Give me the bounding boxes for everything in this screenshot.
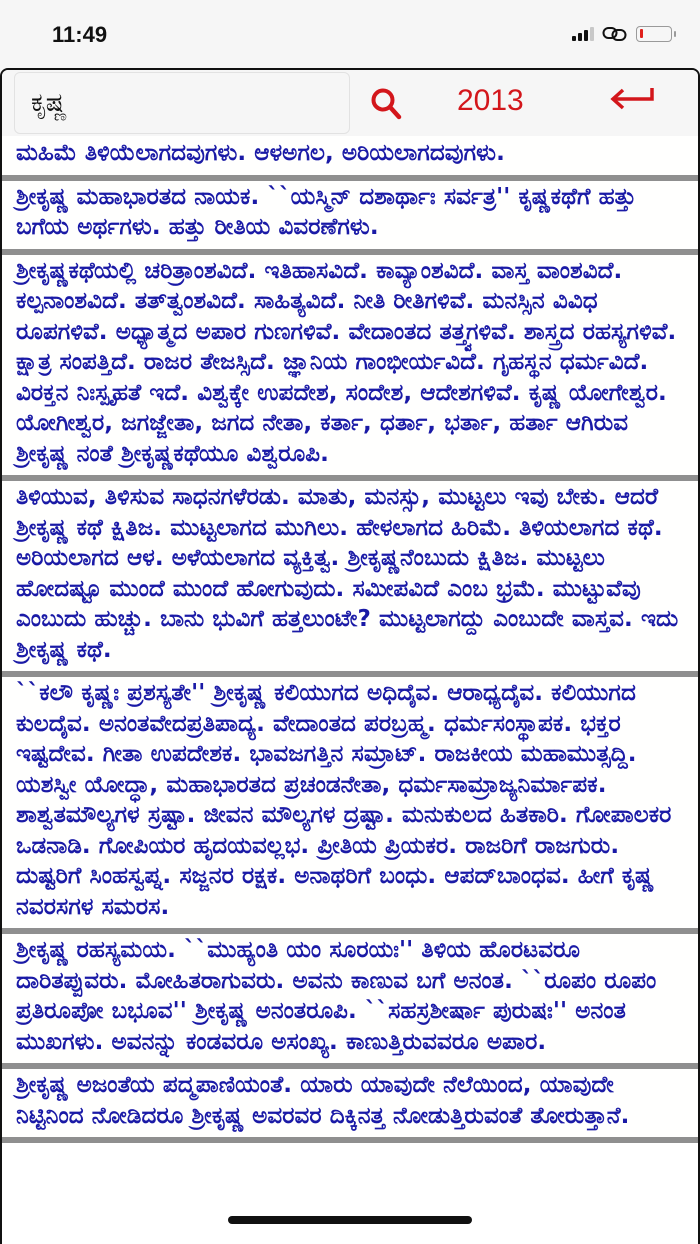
status-time: 11:49 [52,22,108,47]
entry-text: ``ಕಲೌ ಕೃಷ್ಣಃ ಪ್ರಶಸ್ಯತೇ'' ಶ್ರೀಕೃಷ್ಣ ಕಲಿಯುಗದ ಅಧಿದೈವ. ಆರಾಧ್ಯದೈವ. ಕಲಿಯುಗದ ಕುಲದೈವ. ಅನಂತವೇದಪ್ರತಿಪಾದ್ಯ. ವೇದಾಂತದ ಪರಬ್ರಹ್ಮ. ಧರ್ಮಸಂಸ್ಥಾಪಕ. ಭಕ್ತರ ಇಷ್ಟದೇವ. ಗೀತಾ ಉಪದೇಶಕ. ಭಾವಜಗತ್ತಿನ ಸಮ್ರಾಟ್. ರಾಜಕೀಯ ಮಹಾಮುತ್ಸದ್ದಿ. ಯಶಸ್ವೀ ಯೋದ್ಧಾ, ಮಹಾಭಾರತದ ಪ್ರಚಂಡನೇತಾ, ಧರ್ಮಸಾಮ್ರಾಜ್ಯನಿರ್ಮಾಪಕ. ಶಾಶ್ವತಮೌಲ್ಯಗಳ ಸ್ರಷ್ಟಾ. ಜೀವನ ಮೌಲ್ಯಗಳ ದ್ರಷ್ಟಾ. ಮನುಕುಲದ ಹಿತಕಾರಿ. ಗೋಪಾಲಕರ ಒಡನಾಡಿ. ಗೋಪಿಯರ ಹೃದಯವಲ್ಲಭ. ಪ್ರೀತಿಯ ಪ್ರಿಯಕರ. ರಾಜರಿಗೆ ರಾಜಗುರು. ದುಷ್ಟರಿಗೆ ಸಿಂಹಸ್ವಪ್ನ. ಸಜ್ಜನರ ರಕ್ಷಕ. ಅನಾಥರಿಗೆ ಬಂಧು. ಆಪದ್‌ಬಾಂಧವ. ಹೀಗೆ ಕೃಷ್ಣ ನವರಸಗಳ ಸಮರಸ. [16,680,672,920]
status-icons [572,26,672,42]
home-indicator[interactable] [228,1216,472,1224]
entry-text: ಶ್ರೀಕೃಷ್ಣ ಮಹಾಭಾರತದ ನಾಯಕ. ``ಯಸ್ಮಿನ್ ದಶಾರ್ಥಾಃ ಸರ್ವತ್ರ'' ಕೃಷ್ಣಕಥೆಗೆ ಹತ್ತು ಬಗೆಯ ಅರ್ಥಗಳು. ಹತ್ತು ರೀತಿಯ ವಿವರಣೆಗಳು. [16,183,637,240]
search-icon[interactable] [368,86,408,122]
entry-text: ಮಹಿಮೆ ತಿಳಿಯೆಲಾಗದವುಗಳು. ಆಳಅಗಲ, ಅರಿಯಲಾಗದವುಗಳು. [16,140,505,166]
status-bar [0,0,700,68]
result-entry[interactable] [2,181,698,255]
result-entry[interactable] [2,481,698,677]
entry-text: ಶ್ರೀಕೃಷ್ಣಕಥೆಯಲ್ಲಿ ಚರಿತ್ರಾಂಶವಿದೆ. ಇತಿಹಾಸವಿದೆ. ಕಾವ್ಯಾಂಶವಿದೆ. ವಾಸ್ತ ವಾಂಶವಿದೆ. ಕಲ್ಪನಾಂಶವಿದೆ. ತತ್‌ತ್ವಂಶವಿದೆ. ಸಾಹಿತ್ಯವಿದೆ. ನೀತಿ ರೀತಿಗಳಿವೆ. ಮನಸ್ಸಿನ ವಿವಿಧ ರೂಪಗಳಿವೆ. ಅಧ್ಯಾತ್ಮದ ಅಪಾರ ಗುಣಗಳಿವೆ. ವೇದಾಂತದ ತತ್ತ್ವಗಳಿವೆ. ಶಾಸ್ತ್ರದ ರಹಸ್ಯಗಳಿವೆ. ಕ್ಷಾತ್ರ ಸಂಪತ್ತಿದೆ. ರಾಜರ ತೇಜಸ್ಸಿದೆ. ಜ್ಞಾನಿಯ ಗಾಂಭೀರ್ಯವಿದೆ. ಗೃಹಸ್ಥನ ಧರ್ಮವಿದೆ. ವಿರಕ್ತನ ನಿಃಸ್ಪೃಹತೆ ಇದೆ. ವಿಶ್ವಕ್ಕೇ ಉಪದೇಶ, ಸಂದೇಶ, ಆದೇಶಗಳಿವೆ. ಕೃಷ್ಣ ಯೋಗೇಶ್ವರ. ಯೋಗೀಶ್ವರ, ಜಗಜ್ಜೇತಾ, ಜಗದ ನೇತಾ, ಕರ್ತಾ, ಧರ್ತಾ, ಭರ್ತಾ, ಹರ್ತಾ ಆಗಿರುವ ಶ್ರೀಕೃಷ್ಣ ನಂತೆ ಶ್ರೀಕೃಷ್ಣಕಥೆಯೂ ವಿಶ್ವರೂಪಿ. [16,257,677,467]
signal-icon [572,27,594,41]
entry-text: ತಿಳಿಯುವ, ತಿಳಿಸುವ ಸಾಧನಗಳೆರಡು. ಮಾತು, ಮನಸ್ಸು, ಮುಟ್ಟಲು ಇವು ಬೇಕು. ಆದರೆ ಶ್ರೀಕೃಷ್ಣ ಕಥೆ ಕ್ಷಿತಿಜ. ಮುಟ್ಟಲಾಗದ ಮುಗಿಲು. ಹೇಳಲಾಗದ ಹಿರಿಮೆ. ತಿಳಿಯಲಾಗದ ಕಥೆ. ಅರಿಯಲಾಗದ ಆಳ. ಅಳೆಯಲಾಗದ ವ್ಯಕ್ತಿತ್ವ. ಶ್ರೀಕೃಷ್ಣನೆಂಬುದು ಕ್ಷಿತಿಜ. ಮುಟ್ಟಲು ಹೋದಷ್ಟೂ ಮುಂದೆ ಮುಂದೆ ಹೋಗುವುದು. ಸಮೀಪವಿದೆ ಎಂಬ ಭ್ರಮೆ. ಮುಟ್ಟುವೆವು ಎಂಬುದು ಹುಚ್ಚು. ಬಾನು ಭುವಿಗೆ ಹತ್ತಲುಂಟೇ? ಮುಟ್ಟಲಾಗದ್ದು ಎಂಬುದೇ ವಾಸ್ತವ. ಇದು ಶ್ರೀಕೃಷ್ಣ ಕಥೆ. [16,484,679,663]
result-entry[interactable] [2,1069,698,1143]
result-entry[interactable] [2,934,698,1069]
entry-text: ಶ್ರೀಕೃಷ್ಣ ಅಜಂತೆಯ ಪದ್ಮಪಾಣಿಯಂತೆ. ಯಾರು ಯಾವುದೇ ನೆಲೆಯಿಂದ, ಯಾವುದೇ ನಿಟ್ಟಿನಿಂದ ನೋಡಿದರೂ ಶ್ರೀಕೃಷ್ಣ ಅವರವರ ದಿಕ್ಕಿನತ್ತ ನೋಡುತ್ತಿರುವಂತೆ ತೋರುತ್ತಾನೆ. [16,1072,630,1129]
toolbar [2,70,698,136]
year-label[interactable]: 2013 [457,84,524,117]
app-frame [0,68,700,1244]
search-input[interactable]: ಕೃಷ್ಣ [14,72,350,134]
link-icon [602,26,628,42]
result-entry[interactable] [2,255,698,482]
result-entry[interactable] [2,677,698,934]
entry-text: ಶ್ರೀಕೃಷ್ಣ ರಹಸ್ಯಮಯ. ``ಮುಹ್ಯಂತಿ ಯಂ ಸೂರಯಃ'' ತಿಳಿಯ ಹೊರಟವರೂ ದಾರಿತಪ್ಪುವರು. ಮೋಹಿತರಾಗುವರು. ಅವನು ಕಾಣುವ ಬಗೆ ಅನಂತ. ``ರೂಪಂ ರೂಪಂ ಪ್ರತಿರೂಪೋ ಬಭೂವ'' ಶ್ರೀಕೃಷ್ಣ ಅನಂತರೂಪಿ. ``ಸಹಸ್ರಶೀರ್ಷಾ ಪುರುಷಃ'' ಅನಂತ ಮುಖಗಳು. ಅವನನ್ನು ಕಂಡವರೂ ಅಸಂಖ್ಯ. ಕಾಣುತ್ತಿರುವವರೂ ಅಪಾರ. [16,937,657,1055]
battery-low-icon [636,26,672,42]
results-list[interactable] [2,136,698,1244]
return-arrow-icon[interactable] [608,84,656,114]
result-entry[interactable] [2,136,698,181]
